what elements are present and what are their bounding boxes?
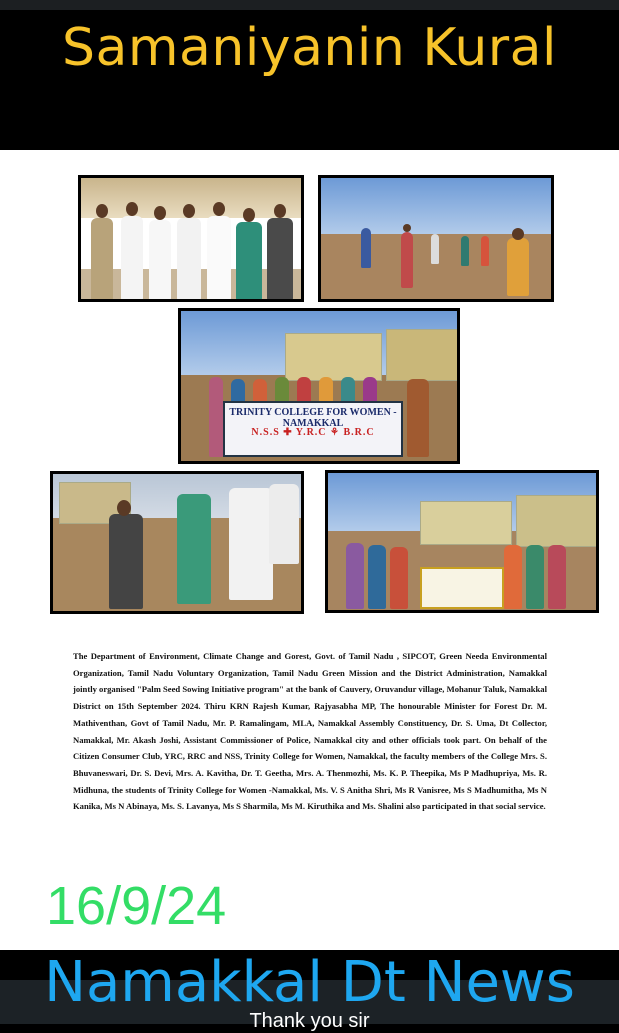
group-banner xyxy=(420,567,504,609)
status-bar xyxy=(0,0,619,10)
photo-volunteers-field[interactable] xyxy=(318,175,554,302)
photo-seed-sowing[interactable] xyxy=(50,471,304,614)
banner-tags: N.S.S ✚ Y.R.C ⚘ B.R.C xyxy=(251,427,375,438)
footer-title: Namakkal Dt News xyxy=(44,950,575,1015)
photo-college-banner[interactable] xyxy=(178,308,460,464)
header-title: Samaniyanin Kural xyxy=(62,18,557,78)
post-date: 16/9/24 xyxy=(46,876,227,936)
photo-dignitaries[interactable] xyxy=(78,175,304,302)
photo-group-banner[interactable] xyxy=(325,470,599,613)
footer-subtitle: Thank you sir xyxy=(249,1010,370,1032)
article-text: The Department of Environment, Climate Change and Gorest, Govt. of Tamil Nadu , SIPCOT, Green Needa Environmental Organization, Tamil Nadu Voluntary Organization, Tamil Nadu Green Mission and the District Administration, Namakkal jointly organised "Palm Seed Sowing Initiative program" at the bank of Cauvery, Oruvandur village, Mohanur Taluk, Namakkal District on 15th September 2024. Thiru KRN Rajesh Kumar, Rajyasabha MP, The honourable Minister for Forest Dr. M. Mathiventhan, Govt of Tamil Nadu, Mr. P. Ramalingam, MLA, Namakkal Assembly Constituency, Dr. S. Uma, Dt Collector, Namakkal, Mr. Akash Joshi, Assistant Commissioner of Police, Namakkal city and other officials took part. On behalf of the Citizen Consumer Club, YRC, RRC and NSS, Trinity College for Women, Namakkal, the faculty members of the College Mrs. S. Bhuvaneswari, Dr. S. Devi, Mrs. A. Kavitha, Dr. T. Geetha, Mrs. A. Thenmozhi, Ms. K. P. Theepika, Ms P Madhupriya, Ms. R. Midhuna, the students of Trinity College for Women -Namakkal, Ms. V. S Anitha Shri, Ms R Vanisree, Ms S Madhumitha, Ms N Kanika, Ms N Abinaya, Ms. S. Lavanya, Ms S Sharmila, Ms M. Kiruthika and Ms. Shalini also participated in that social service. xyxy=(73,651,547,812)
header xyxy=(0,10,619,150)
college-banner xyxy=(223,401,403,457)
footer xyxy=(0,950,619,1032)
banner-title: TRINITY COLLEGE FOR WOMEN - NAMAKKAL xyxy=(229,407,397,429)
